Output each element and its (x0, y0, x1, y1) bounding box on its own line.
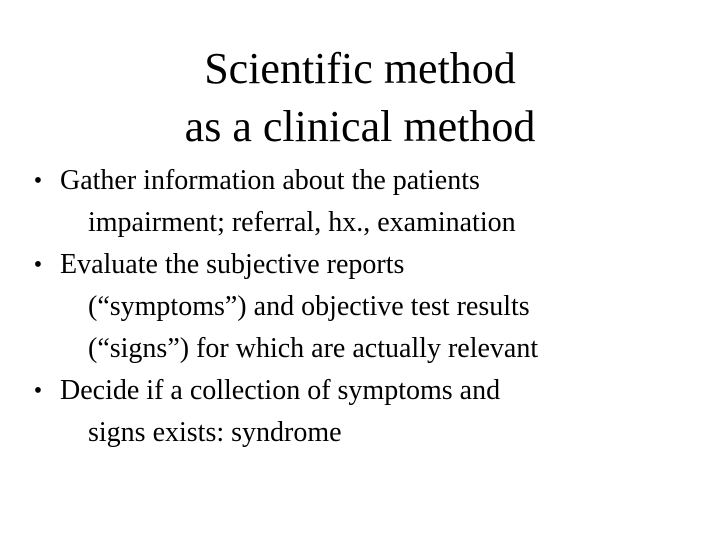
bullet-icon: • (33, 168, 43, 194)
bullet-item-decide-syndrome (28, 370, 688, 454)
bullet-item-gather-information (28, 160, 688, 244)
title-line-1: Scientific method (204, 44, 516, 93)
title-line-2: as a clinical method (184, 102, 536, 151)
bullet-item-evaluate-reports (28, 244, 688, 370)
bullet-text-line: impairment; referral, hx., examination (88, 207, 516, 238)
bullet-text-line: (“signs”) for which are actually relevant (88, 333, 539, 364)
bullet-icon: • (33, 252, 43, 278)
slide-title (0, 40, 720, 156)
bullet-text-line: signs exists: syndrome (88, 417, 342, 448)
bullet-text-line: Gather information about the patients (60, 165, 480, 196)
bullet-text-line: (“symptoms”) and objective test results (88, 291, 530, 322)
bullet-text-line: Evaluate the subjective reports (60, 249, 405, 280)
bullet-text-line: Decide if a collection of symptoms and (60, 375, 501, 406)
bullet-icon: • (33, 378, 43, 404)
bullet-list (28, 160, 688, 454)
